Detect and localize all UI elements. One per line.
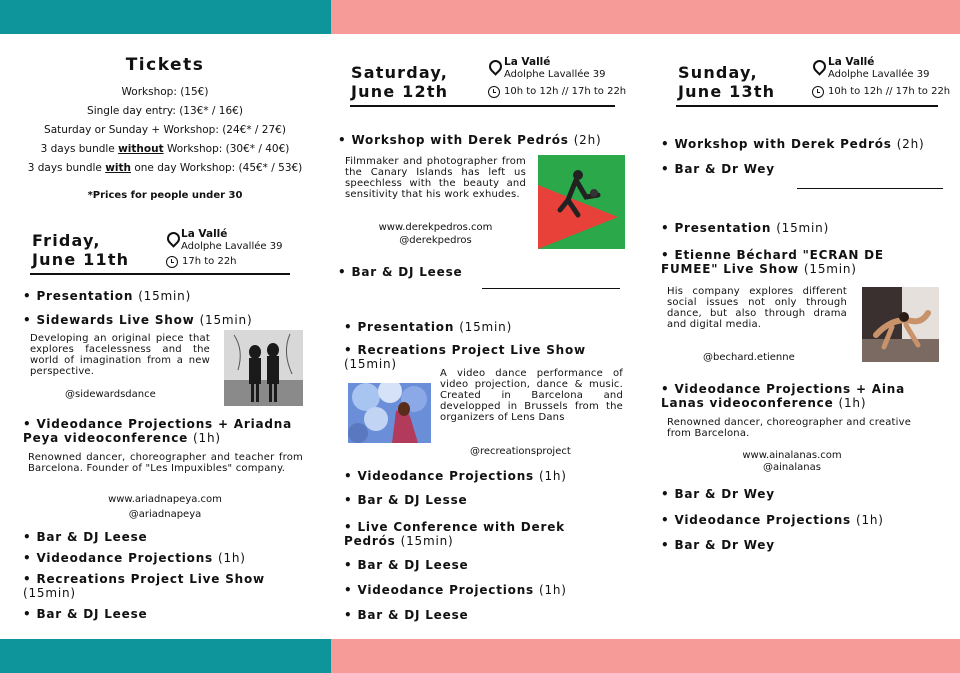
sidewards-description: Developing an original piece that explores facelessness and the world of imagination from a new perspective. [30, 333, 210, 377]
sat-recreations: • Recreations Project Live Show (15min) [344, 343, 586, 371]
recreations-photo [348, 383, 431, 443]
location-pin-icon [164, 229, 182, 247]
fri-bar-1: • Bar & DJ Leese [23, 530, 148, 544]
ticket-weekend-day: Saturday or Sunday + Workshop: (24€* / 27€) [44, 124, 286, 136]
sat-bar-4: • Bar & DJ Leese [344, 608, 469, 622]
sat-videodance-1: • Videodance Projections (1h) [344, 469, 567, 483]
aina-website[interactable]: www.ainalanas.com [742, 450, 842, 461]
derek-website[interactable]: www.derekpedros.com [378, 222, 493, 233]
sidewards-handle: @sidewardsdance [65, 389, 156, 400]
fri-sidewards: • Sidewards Live Show (15min) [23, 313, 253, 327]
sat-workshop: • Workshop with Derek Pedrós (2h) [338, 133, 602, 147]
sun-bar-3: • Bar & Dr Wey [661, 538, 775, 552]
etienne-photo [862, 287, 939, 362]
ariadna-description: Renowned dancer, choreographer and teacher from Barcelona. Founder of "Les Impuxibles" company. [28, 452, 303, 474]
recreations-description: A video dance performance of video projection, dance & music. Created in Barcelona and developped in Brussels from the organizers of Lens Dans [440, 368, 623, 423]
fri-videodance: • Videodance Projections (1h) [23, 551, 246, 565]
friday-rule [30, 273, 290, 275]
fri-videodance-ariadna: • Videodance Projections + Ariadna Peya videoconference (1h) [23, 417, 293, 445]
ticket-single-day: Single day entry: (13€* / 16€) [87, 105, 243, 117]
tickets-title: Tickets [125, 55, 205, 75]
sat-live-conference: • Live Conference with Derek Pedrós (15min) [344, 520, 565, 548]
fri-bar-2: • Bar & DJ Leese [23, 607, 148, 621]
sun-videodance-aina: • Videodance Projections + Aina Lanas videoconference (1h) [661, 382, 906, 410]
friday-venue: La Vallé Adolphe Lavallée 39 [181, 228, 283, 252]
sat-bar-1: • Bar & DJ Leese [338, 265, 463, 279]
fri-presentation: • Presentation (15min) [23, 289, 192, 303]
sun-bar-1: • Bar & Dr Wey [661, 162, 775, 176]
fri-recreations: • Recreations Project Live Show (15min) [23, 572, 265, 600]
sat-bar-3: • Bar & DJ Leese [344, 558, 469, 572]
ariadna-handle: @ariadnapeya [128, 509, 202, 520]
sun-videodance: • Videodance Projections (1h) [661, 513, 884, 527]
derek-handle: @derekpedros [399, 235, 472, 246]
derek-photo [538, 155, 625, 249]
clock-icon [166, 256, 178, 268]
ariadna-website[interactable]: www.ariadnapeya.com [108, 494, 222, 505]
bottom-band [0, 639, 960, 673]
location-pin-icon [810, 57, 828, 75]
sun-presentation: • Presentation (15min) [661, 221, 830, 235]
top-band [0, 0, 960, 34]
sat-presentation: • Presentation (15min) [344, 320, 513, 334]
sat-bar-2: • Bar & DJ Lesse [344, 493, 468, 507]
sun-bar-2: • Bar & Dr Wey [661, 487, 775, 501]
saturday-rule [350, 105, 615, 107]
ticket-bundle-with: 3 days bundle with one day Workshop: (45€* / 53€) [27, 162, 303, 174]
ticket-note: *Prices for people under 30 [87, 190, 243, 201]
saturday-venue: La Vallé Adolphe Lavallée 39 [504, 56, 606, 80]
sat-videodance-2: • Videodance Projections (1h) [344, 583, 567, 597]
friday-heading: Friday, June 11th [32, 231, 130, 269]
location-pin-icon [486, 57, 504, 75]
saturday-heading: Saturday, June 12th [351, 63, 449, 101]
sunday-hours: 10h to 12h // 17h to 22h [828, 86, 951, 97]
clock-icon [488, 86, 500, 98]
etienne-description: His company explores different social issues not only through dance, but also through drama and digital media. [667, 286, 847, 330]
aina-handle: @ainalanas [763, 462, 821, 473]
sunday-divider [797, 188, 943, 189]
saturday-hours: 10h to 12h // 17h to 22h [504, 86, 627, 97]
aina-description: Renowned dancer, choreographer and creative from Barcelona. [667, 417, 912, 439]
saturday-divider [482, 288, 620, 289]
etienne-handle: @bechard.etienne [703, 352, 795, 363]
ticket-workshop: Workshop: (15€) [121, 86, 209, 98]
friday-hours: 17h to 22h [182, 256, 237, 267]
ticket-bundle-without: 3 days bundle without Workshop: (30€* / 40€) [40, 143, 290, 155]
sunday-heading: Sunday, June 13th [678, 63, 776, 101]
sun-workshop: • Workshop with Derek Pedrós (2h) [661, 137, 925, 151]
clock-icon [812, 86, 824, 98]
sun-etienne: • Etienne Béchard "ECRAN DE FUMEE" Live Show (15min) [661, 248, 884, 276]
sunday-venue: La Vallé Adolphe Lavallée 39 [828, 56, 930, 80]
derek-description: Filmmaker and photographer from the Canary Islands has left us speechless with the beauty and sensitivity that his work exhudes. [345, 156, 526, 200]
sunday-rule [676, 105, 938, 107]
recreations-handle: @recreationsproject [470, 446, 571, 457]
sidewards-photo [224, 330, 303, 406]
